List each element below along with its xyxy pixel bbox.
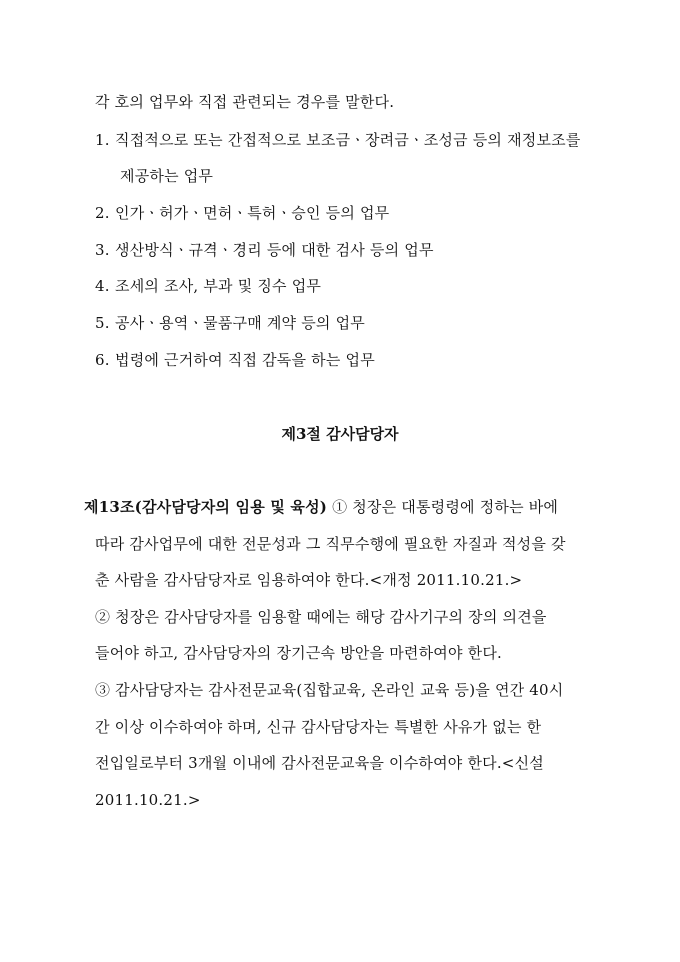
paragraph-3-line-4: 2011.10.21.> — [95, 791, 201, 809]
list-item-number: 2. — [95, 204, 110, 222]
paragraph-1-line-1: ① 청장은 대통령령에 정하는 바에 — [332, 498, 559, 516]
list-item-text: 직접적으로 또는 간접적으로 보조금ㆍ장려금ㆍ조성금 등의 재정보조를 — [115, 131, 581, 149]
list-item-text: 조세의 조사, 부과 및 징수 업무 — [115, 277, 322, 295]
list-item-number: 6. — [95, 351, 110, 369]
list-item-number: 3. — [95, 241, 110, 259]
list-item-text: 생산방식ㆍ규격ㆍ경리 등에 대한 검사 등의 업무 — [115, 241, 434, 259]
list-item-text-continuation: 제공하는 업무 — [120, 167, 214, 185]
paragraph-3-line-2: 간 이상 이수하여야 하며, 신규 감사담당자는 특별한 사유가 없는 한 — [95, 718, 542, 736]
list-item-text: 공사ㆍ용역ㆍ물품구매 계약 등의 업무 — [115, 314, 365, 332]
list-item-text: 인가ㆍ허가ㆍ면허ㆍ특허ㆍ승인 등의 업무 — [115, 204, 390, 222]
list-item-number: 5. — [95, 314, 110, 332]
article-heading: 제13조(감사담당자의 임용 및 육성) — [84, 498, 328, 516]
article-first-line — [84, 497, 558, 517]
list-item-text: 법령에 근거하여 직접 감독을 하는 업무 — [115, 351, 375, 369]
list-item-number: 1. — [95, 131, 110, 149]
paragraph-3-line-1: ③ 감사담당자는 감사전문교육(집합교육, 온라인 교육 등)을 연간 40시 — [95, 681, 564, 699]
paragraph-1-line-3: 춘 사람을 감사담당자로 임용하여야 한다.<개정 2011.10.21.> — [95, 571, 523, 589]
paragraph-2-line-1: ② 청장은 감사담당자를 임용할 때에는 해당 감사기구의 장의 의견을 — [95, 608, 547, 626]
paragraph-3-line-3: 전입일로부터 3개월 이내에 감사전문교육을 이수하여야 한다.<신설 — [95, 754, 544, 772]
section-title: 제3절 감사담당자 — [281, 425, 399, 443]
paragraph-1-line-2: 따라 감사업무에 대한 전문성과 그 직무수행에 필요한 자질과 적성을 갖 — [95, 535, 566, 553]
intro-text: 각 호의 업무와 직접 관련되는 경우를 말한다. — [95, 93, 395, 111]
paragraph-2-line-2: 들어야 하고, 감사담당자의 장기근속 방안을 마련하여야 한다. — [95, 644, 502, 662]
list-item-number: 4. — [95, 277, 110, 295]
